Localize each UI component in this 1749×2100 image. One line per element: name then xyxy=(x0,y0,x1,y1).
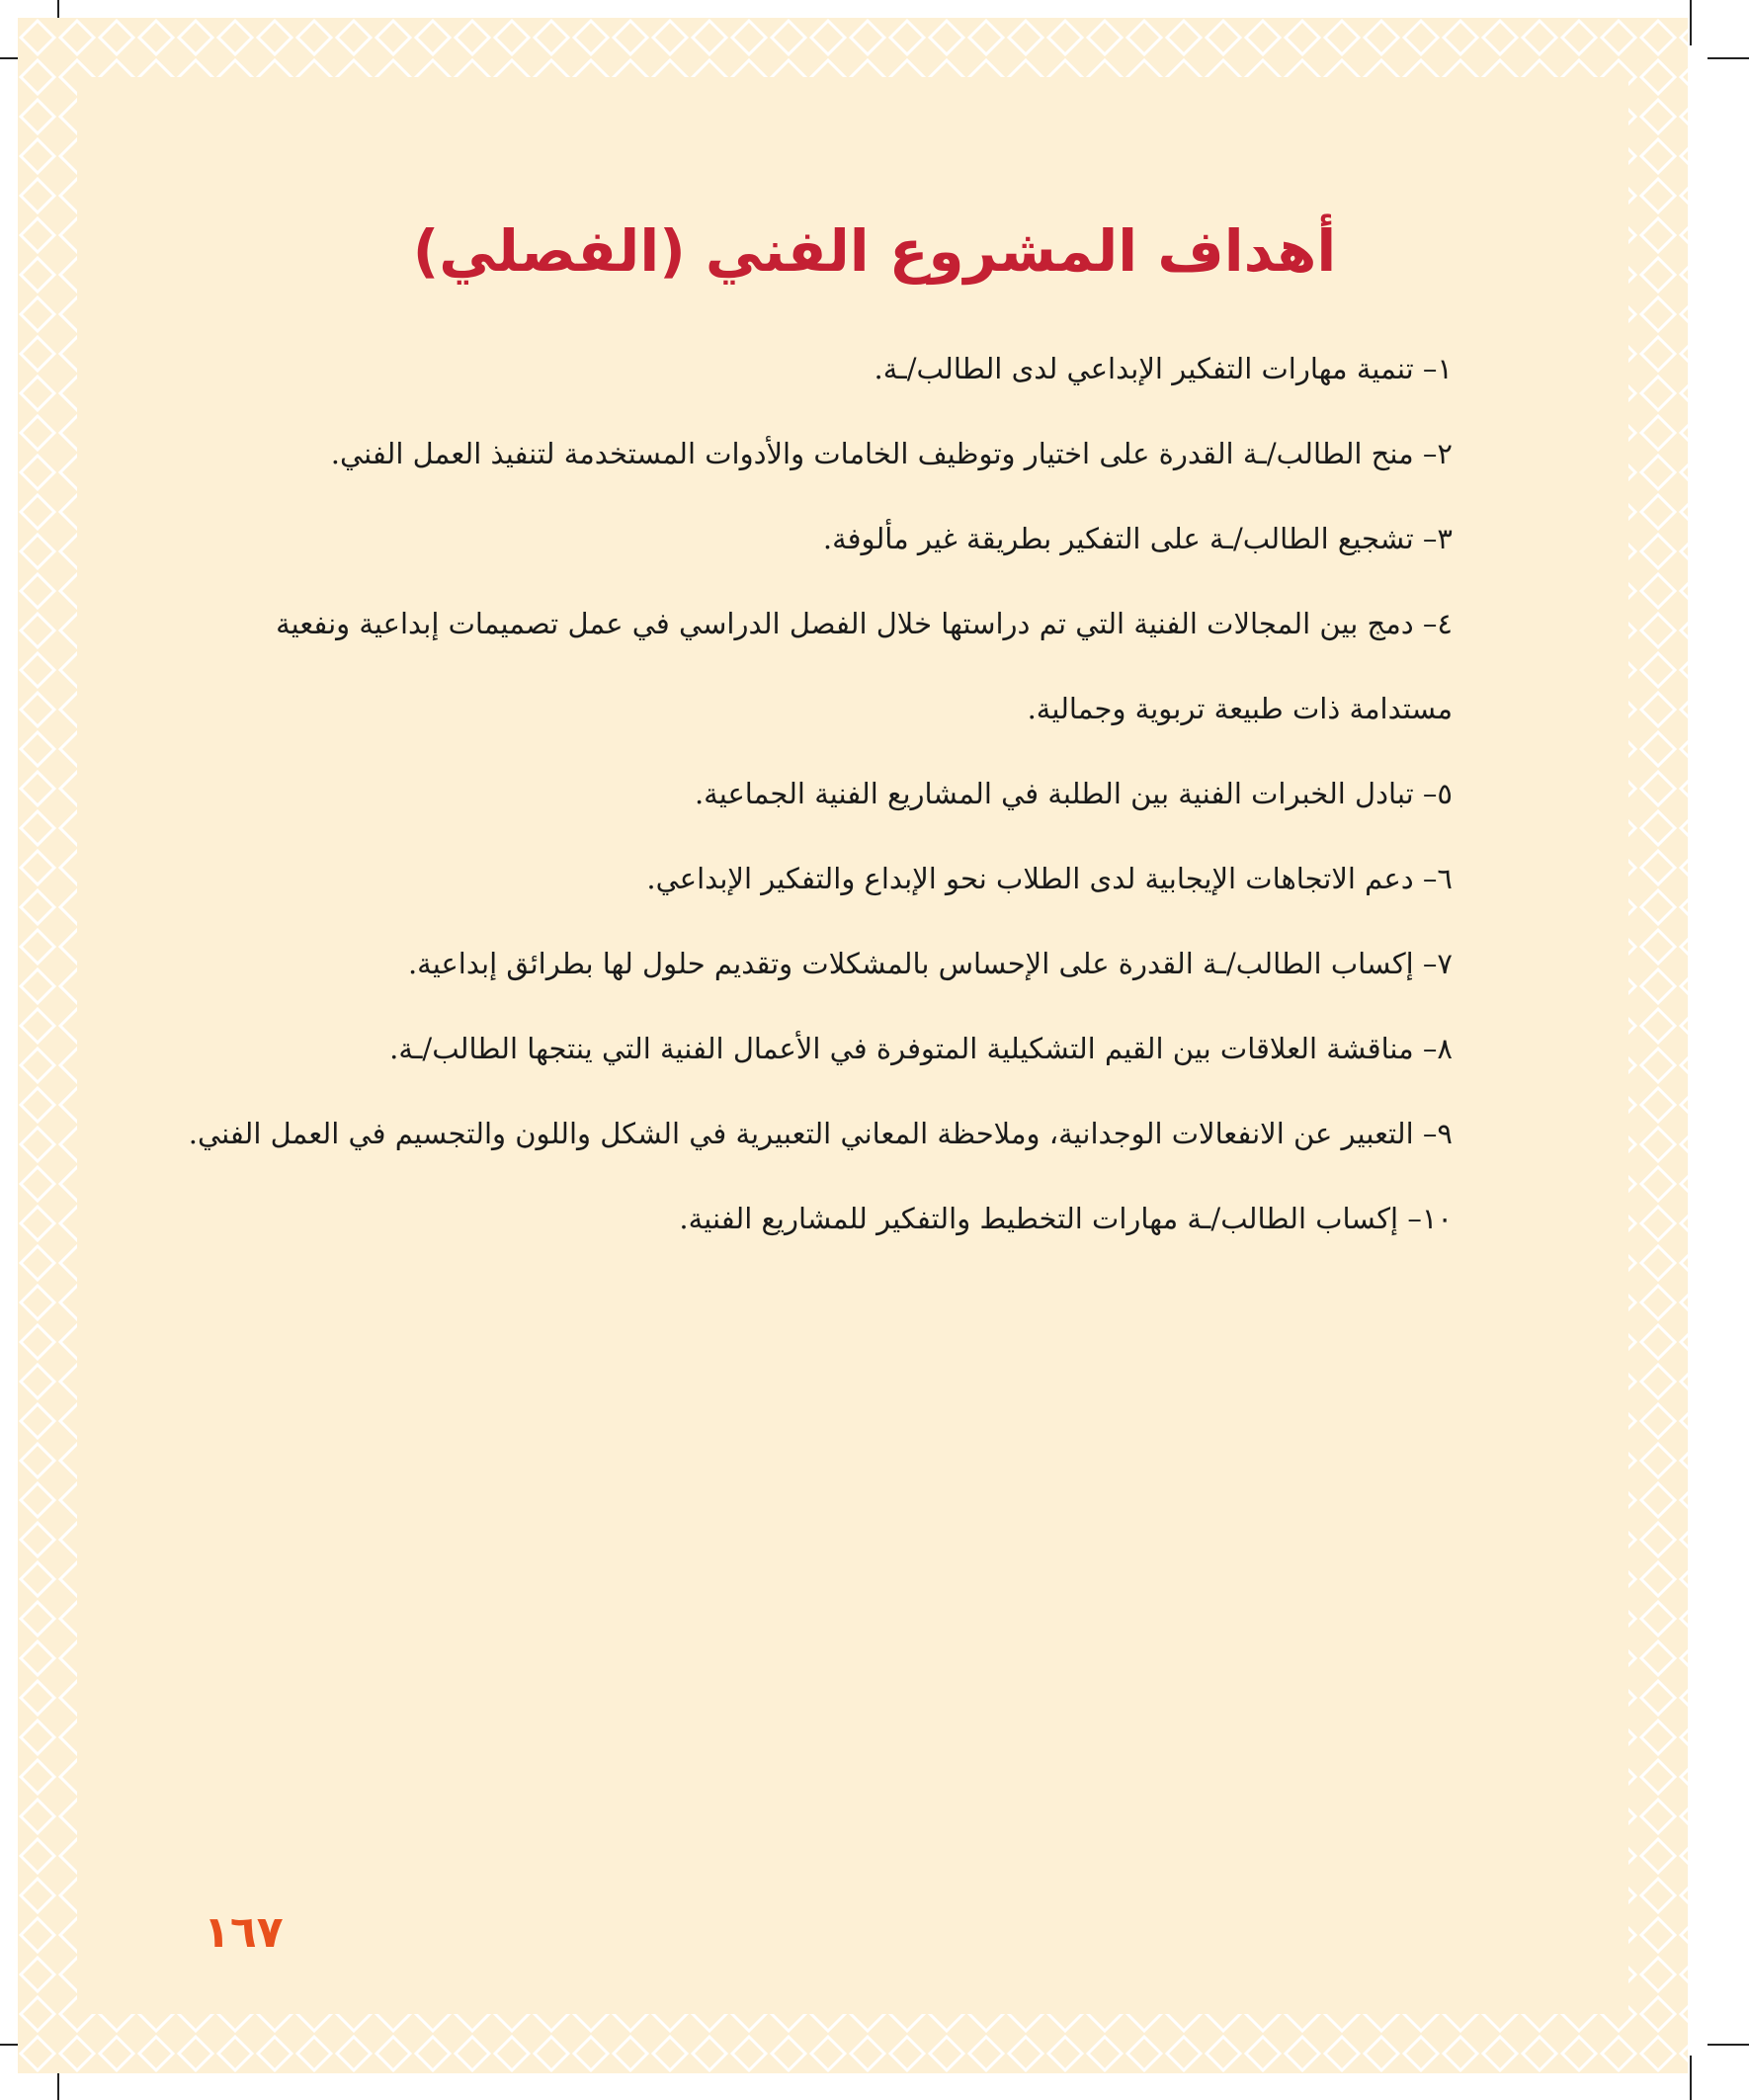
goal-item: ٦– دعم الاتجاهات الإيجابية لدى الطلاب نحو الإبداع والتفكير الإبداعي. xyxy=(646,862,1453,895)
goal-item: ٩– التعبير عن الانفعالات الوجدانية، وملاحظة المعاني التعبيرية في الشكل واللون والتجسيم في العمل الفني. xyxy=(188,1117,1453,1150)
goal-item: ١٠– إكساب الطالب/ـة مهارات التخطيط والتفكير للمشاريع الفنية. xyxy=(679,1202,1453,1235)
crop-mark-top-right-v xyxy=(1690,0,1692,45)
crop-mark-top-right-h xyxy=(1707,57,1749,59)
goal-item: ٤– دمج بين المجالات الفنية التي تم دراستها خلال الفصل الدراسي في عمل تصميمات إبداعية ونفعية مستدامة ذات طبيعة تربوية وجمالية. xyxy=(276,607,1453,725)
goal-item: ٨– مناقشة العلاقات بين القيم التشكيلية المتوفرة في الأعمال الفنية التي ينتجها الطالب/ـة. xyxy=(389,1032,1453,1065)
page-number: ١٦٧ xyxy=(204,1907,284,1958)
crop-mark-bottom-right-v xyxy=(1690,2056,1692,2100)
goal-item: ٢– منح الطالب/ـة القدرة على اختيار وتوظيف الخامات والأدوات المستخدمة لتنفيذ العمل الفني. xyxy=(330,437,1453,470)
goal-item: ٣– تشجيع الطالب/ـة على التفكير بطريقة غير مألوفة. xyxy=(822,522,1453,555)
goal-item: ٧– إكساب الطالب/ـة القدرة على الإحساس بالمشكلات وتقديم حلول لها بطرائق إبداعية. xyxy=(407,947,1453,980)
goal-item: ٥– تبادل الخبرات الفنية بين الطلبة في المشاريع الفنية الجماعية. xyxy=(694,777,1453,810)
page-title: أهداف المشروع الفني (الفصلي) xyxy=(412,217,1337,285)
goal-item: ١– تنمية مهارات التفكير الإبداعي لدى الطالب/ـة. xyxy=(874,352,1453,385)
goals-list xyxy=(188,326,1453,1261)
crop-mark-bottom-right-h xyxy=(1707,2044,1749,2046)
